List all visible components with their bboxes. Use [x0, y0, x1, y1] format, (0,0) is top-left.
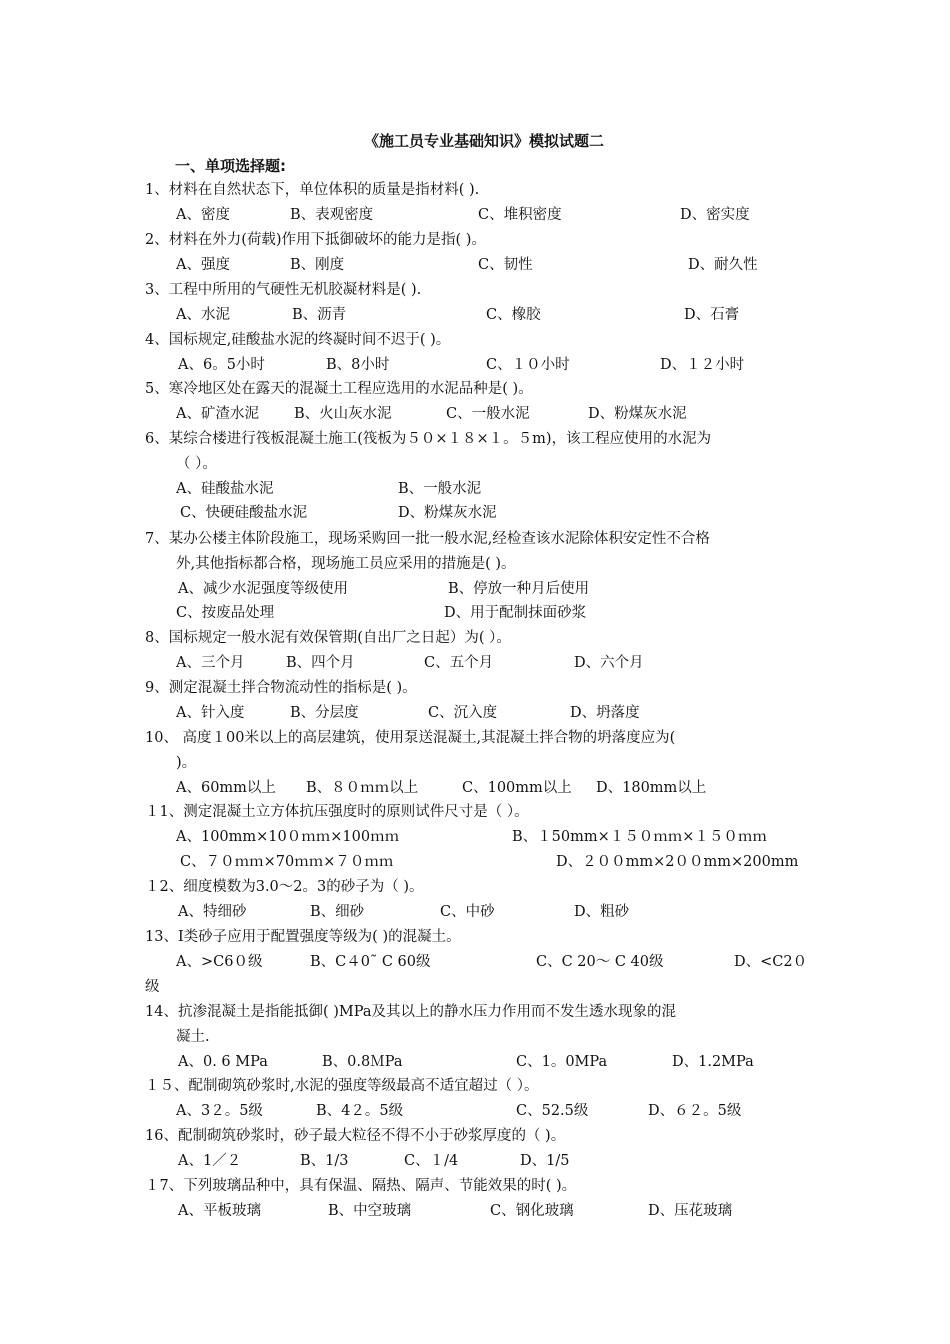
option: B、沥青	[292, 307, 347, 323]
option: B、中空玻璃	[328, 1203, 412, 1219]
option: C、钢化玻璃	[490, 1203, 574, 1219]
option: B、分层度	[290, 705, 359, 721]
option: B、表观密度	[290, 207, 374, 223]
option: C、52.5级	[516, 1103, 589, 1119]
question-stem-continuation: 凝土.	[176, 1029, 210, 1045]
option: A、特细砂	[178, 904, 247, 920]
option: B、4２。5级	[316, 1103, 404, 1119]
option: D、粉煤灰水泥	[398, 505, 497, 521]
question-stem: 10、 高度１00米以上的高层建筑，使用泵送混凝土,其混凝土拌合物的坍落度应为(	[145, 730, 676, 746]
question-stem: 2、材料在外力(荷载)作用下抵御破坏的能力是指( )。	[145, 232, 486, 248]
option: B、停放一种月后使用	[448, 581, 590, 597]
question-stem: 13、Ⅰ类砂子应用于配置强度等级为( )的混凝土。	[145, 929, 461, 945]
option: A、针入度	[176, 705, 245, 721]
option: A、矿渣水泥	[176, 406, 259, 422]
question-stem: 4、国标规定,硅酸盐水泥的终凝时间不迟于( )。	[145, 332, 451, 348]
option: D、1/5	[520, 1153, 570, 1169]
option: D、粉煤灰水泥	[588, 406, 687, 422]
option: A、1／２	[178, 1153, 242, 1169]
option: D、６２。5级	[648, 1103, 742, 1119]
option: D、密实度	[680, 207, 750, 223]
option: C、C 20～ C 40级	[536, 954, 664, 970]
question-stem: １1、测定混凝土立方体抗压强度时的原则试件尺寸是（ ）。	[145, 804, 529, 820]
option-wrap: 级	[145, 979, 160, 995]
question-stem: １５、配制砌筑砂浆时,水泥的强度等级最高不适宜超过（ ）。	[145, 1078, 539, 1094]
question-stem: 9、测定混凝土拌合物流动性的指标是( )。	[145, 680, 417, 696]
option: C、韧性	[478, 257, 533, 273]
question-stem: 8、国标规定一般水泥有效保管期(自出厂之日起）为( ）。	[145, 630, 511, 646]
option: C、堆积密度	[478, 207, 562, 223]
option: A、硅酸盐水泥	[176, 481, 274, 497]
option: D、石膏	[684, 307, 740, 323]
question-stem: １2、细度模数为3.0～2。3的砂子为（ )。	[145, 879, 424, 895]
option: D、耐久性	[688, 257, 758, 273]
option: A、水泥	[176, 307, 230, 323]
option: A、三个月	[176, 655, 245, 671]
section-heading: 一、单项选择题:	[175, 157, 286, 175]
option: C、沉入度	[428, 705, 498, 721]
option: A、强度	[176, 257, 230, 273]
question-stem: 5、寒冷地区处在露天的混凝土工程应选用的水泥品种是( )。	[145, 381, 533, 397]
option: B、四个月	[286, 655, 355, 671]
option: A、100mm×10０ｍｍ×100ｍｍ	[176, 829, 400, 845]
option: D、１２小时	[660, 357, 745, 373]
option: C、快硬硅酸盐水泥	[180, 505, 308, 521]
option: B、8小时	[326, 357, 390, 373]
option: D、坍落度	[570, 705, 640, 721]
option: C、一般水泥	[446, 406, 530, 422]
option: C、１/4	[404, 1153, 459, 1169]
option: C、中砂	[440, 904, 495, 920]
option: C、橡胶	[486, 307, 541, 323]
option: A、0. 6 MPa	[178, 1054, 268, 1070]
option: C、７０ｍｍ×70ｍｍ×７０ｍｍ	[180, 854, 394, 870]
option: D、用于配制抹面砂浆	[444, 605, 587, 621]
option: A、密度	[176, 207, 230, 223]
option: A、3２。5级	[176, 1103, 263, 1119]
option: C、1。0MPa	[516, 1054, 608, 1070]
option: D、２００mm×2００mm×200mm	[556, 854, 799, 870]
option: C、五个月	[424, 655, 494, 671]
option: B、火山灰水泥	[294, 406, 392, 422]
option: B、一般水泥	[398, 481, 482, 497]
option: D、粗砂	[574, 904, 630, 920]
option: B、１50mm×１５０ｍｍ×１５０ｍｍ	[512, 829, 767, 845]
option: B、８０ｍｍ以上	[306, 780, 419, 796]
option: A、减少水泥强度等级使用	[178, 581, 348, 597]
option: C、按废品处理	[176, 605, 275, 621]
option: B、刚度	[290, 257, 345, 273]
option: A、平板玻璃	[178, 1203, 261, 1219]
question-stem: 7、某办公楼主体阶段施工，现场采购回一批一般水泥,经检查该水泥除体积安定性不合格	[145, 531, 710, 547]
option: A、>C6０级	[176, 954, 263, 970]
question-stem: 6、某综合楼进行筏板混凝土施工(筏板为５０×１８×１。５m)，该工程应使用的水泥为	[145, 431, 712, 447]
option: C、１０小时	[486, 357, 570, 373]
question-stem-continuation: )。	[176, 755, 197, 771]
option: A、60mm以上	[176, 780, 276, 796]
option: D、1.2MPa	[672, 1054, 754, 1070]
question-stem: 3、工程中所用的气硬性无机胶凝材料是( ).	[145, 282, 422, 298]
option: B、C４0˜ C 60级	[310, 954, 431, 970]
document-title: 《施工员专业基础知识》模拟试题二	[363, 132, 604, 150]
question-stem: １7、下列玻璃品种中，具有保温、隔热、隔声、节能效果的时( )。	[145, 1178, 577, 1194]
question-stem: 16、配制砌筑砂浆时，砂子最大粒径不得不小于砂浆厚度的（ )。	[145, 1128, 566, 1144]
question-stem: 14、抗渗混凝土是指能抵御( )MPa及其以上的静水压力作用而不发生透水现象的混	[145, 1004, 676, 1020]
option: B、细砂	[310, 904, 365, 920]
question-stem: 1、材料在自然状态下，单位体积的质量是指材料( ).	[145, 182, 480, 198]
option: D、压花玻璃	[648, 1203, 733, 1219]
option: C、100mm以上	[462, 780, 572, 796]
option: D、六个月	[574, 655, 644, 671]
option: D、<C2０	[734, 954, 808, 970]
option: A、6。5小时	[178, 357, 265, 373]
option: B、0.8ＭPa	[322, 1054, 403, 1070]
question-stem-continuation: 外,其他指标都合格，现场施工员应采用的措施是( )。	[176, 556, 516, 572]
option: B、1/3	[300, 1153, 349, 1169]
option: D、180mm以上	[596, 780, 707, 796]
question-stem-continuation: （ ）。	[176, 456, 217, 472]
